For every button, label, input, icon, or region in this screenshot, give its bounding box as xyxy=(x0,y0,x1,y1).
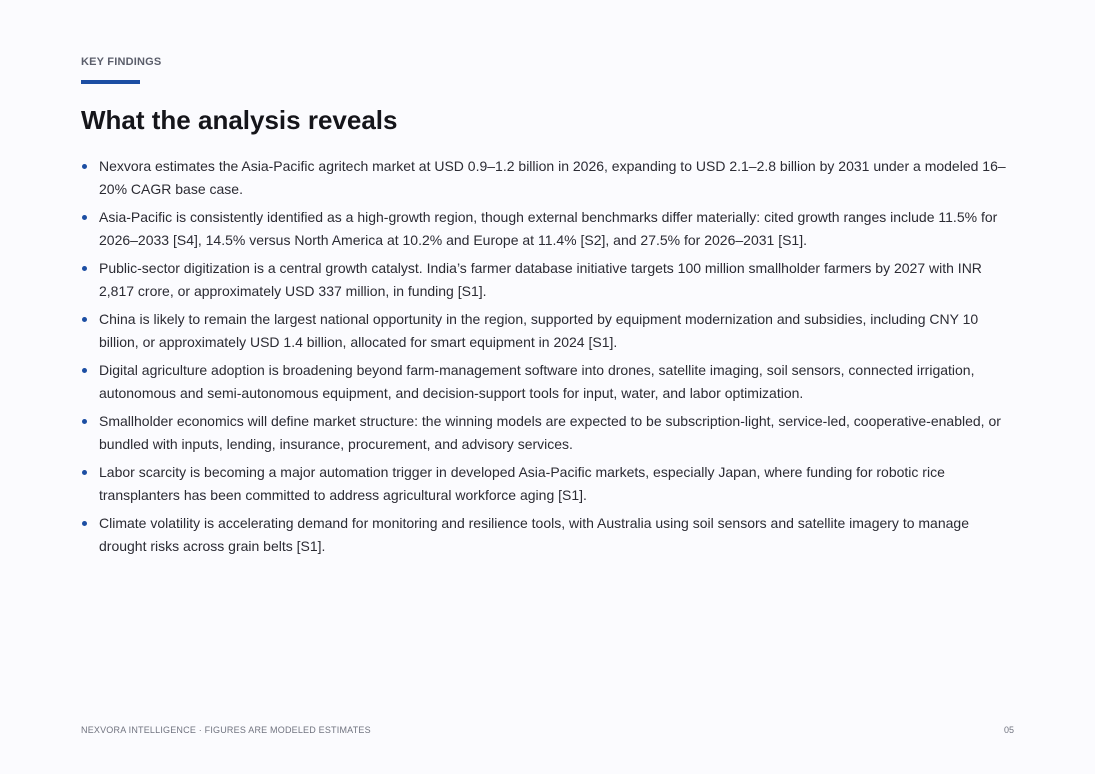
finding-item xyxy=(81,410,1016,455)
bullet-dot-icon xyxy=(82,521,87,526)
accent-rule xyxy=(81,80,140,84)
bullet-dot-icon xyxy=(82,470,87,475)
bullet-dot-icon xyxy=(82,368,87,373)
bullet-dot-icon xyxy=(82,215,87,220)
footer-source-note: NEXVORA INTELLIGENCE · FIGURES ARE MODELED ESTIMATES xyxy=(81,725,371,735)
bullet-dot-icon xyxy=(82,317,87,322)
finding-item xyxy=(81,206,1016,251)
finding-item xyxy=(81,359,1016,404)
bullet-dot-icon xyxy=(82,419,87,424)
finding-text: Digital agriculture adoption is broadening beyond farm-management software into drones, satellite imaging, soil sensors, connected irrigation, autonomous and semi-autonomous equipment, and decision-support tools for input, water, and labor optimization. xyxy=(99,362,975,401)
finding-item xyxy=(81,257,1016,302)
page-title: What the analysis reveals xyxy=(81,105,398,135)
finding-item xyxy=(81,461,1016,506)
finding-item xyxy=(81,512,1016,557)
page-number: 05 xyxy=(1003,725,1014,735)
finding-text: Labor scarcity is becoming a major automation trigger in developed Asia-Pacific markets, especially Japan, where funding for robotic rice transplanters has been committed to address agricultural workforce aging [S1]. xyxy=(99,464,945,503)
finding-text: Asia-Pacific is consistently identified as a high-growth region, though external benchmarks differ materially: cited growth ranges include 11.5% for 2026–2033 [S4], 14.5% versus North America at 10.2% and Europe at 11.4% [S2], and 27.5% for 2026–2031 [S1]. xyxy=(99,209,998,248)
finding-text: Smallholder economics will define market structure: the winning models are expected to be subscription-light, service-led, cooperative-enabled, or bundled with inputs, lending, insurance, procurement, and advisory services. xyxy=(99,413,1001,452)
finding-text: Nexvora estimates the Asia-Pacific agritech market at USD 0.9–1.2 billion in 2026, expanding to USD 2.1–2.8 billion by 2031 under a modeled 16–20% CAGR base case. xyxy=(99,158,1006,197)
section-label: KEY FINDINGS xyxy=(81,56,162,68)
finding-item xyxy=(81,308,1016,353)
finding-text: Public-sector digitization is a central growth catalyst. India’s farmer database initiative targets 100 million smallholder farmers by 2027 with INR 2,817 crore, or approximately USD 337 million, in funding [S1]. xyxy=(99,260,982,299)
bullet-dot-icon xyxy=(82,164,87,169)
slide-page xyxy=(81,0,1016,774)
bullet-dot-icon xyxy=(82,266,87,271)
findings-list xyxy=(81,155,1016,563)
finding-item xyxy=(81,155,1016,200)
finding-text: Climate volatility is accelerating demand for monitoring and resilience tools, with Australia using soil sensors and satellite imagery to manage drought risks across grain belts [S1]. xyxy=(99,515,969,554)
finding-text: China is likely to remain the largest national opportunity in the region, supported by equipment modernization and subsidies, including CNY 10 billion, or approximately USD 1.4 billion, allocated for smart equipment in 2024 [S1]. xyxy=(99,311,979,350)
